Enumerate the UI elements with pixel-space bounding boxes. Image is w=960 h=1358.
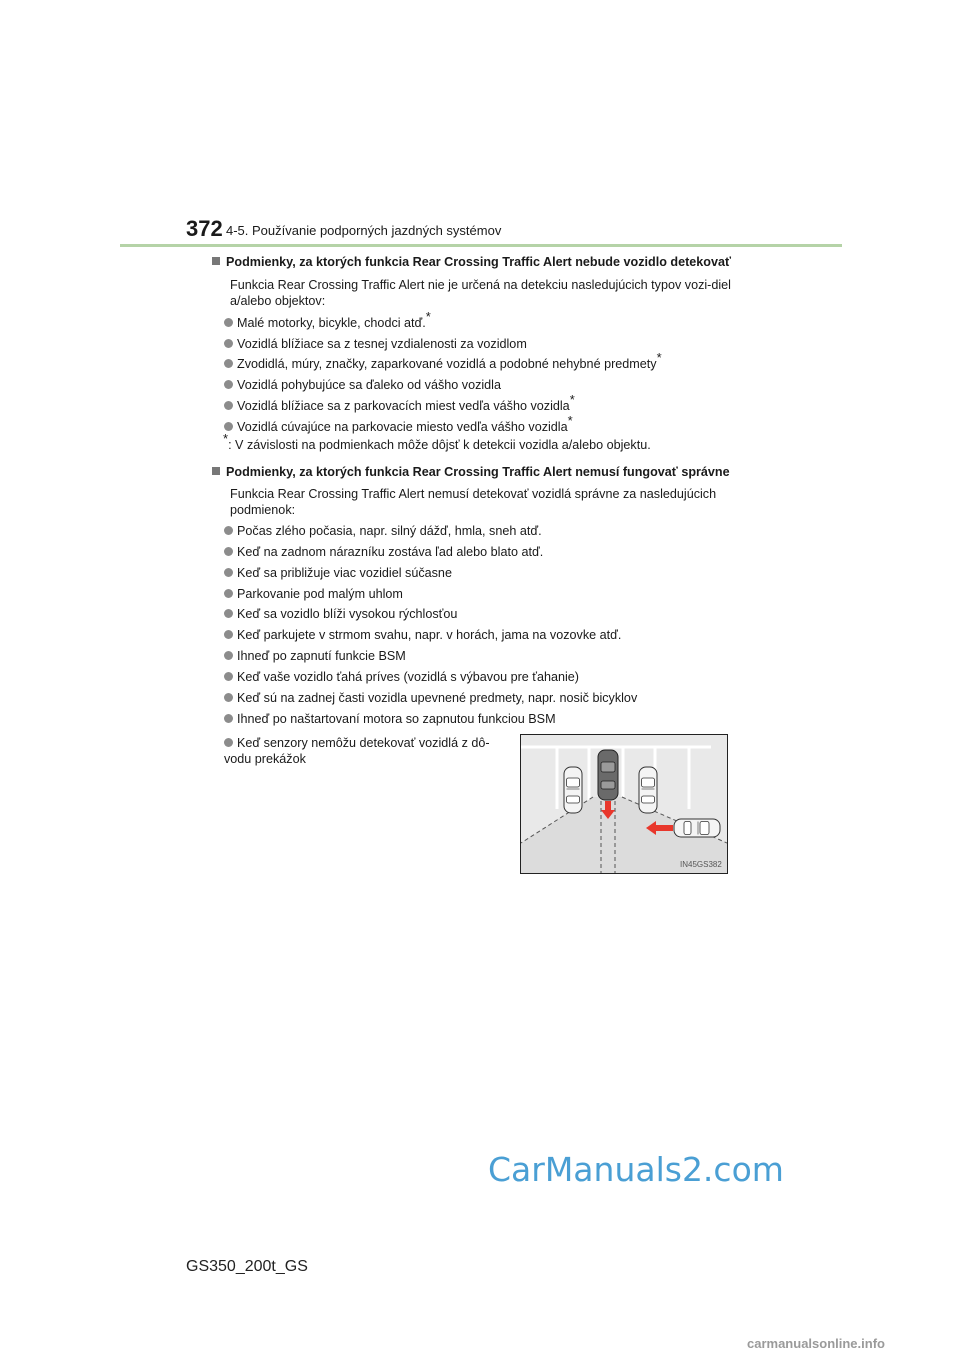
bullet-icon xyxy=(224,526,233,535)
approaching-car-icon xyxy=(674,819,720,837)
list-item: Ihneď po naštartovaní motora so zapnutou funkciou BSM xyxy=(224,712,556,726)
list-item: Malé motorky, bicykle, chodci atď.* xyxy=(224,316,431,330)
list-item: Zvodidlá, múry, značky, zaparkované vozidlá a podobné nehybné predmety* xyxy=(224,357,662,371)
list-item: Počas zlého počasia, napr. silný dážď, hmla, sneh atď. xyxy=(224,524,542,538)
bullet-icon xyxy=(224,380,233,389)
section-title: 4-5. Používanie podporných jazdných systémov xyxy=(226,223,502,238)
bullet-icon xyxy=(224,672,233,681)
bullet-icon xyxy=(224,589,233,598)
bullet-icon xyxy=(224,422,233,431)
footer-site-link[interactable]: carmanualsonline.info xyxy=(747,1336,885,1351)
list-item: Keď sa približuje viac vozidiel súčasne xyxy=(224,566,452,580)
section2-intro: Funkcia Rear Crossing Traffic Alert nemusí detekovať vozidlá správne za nasledujúcich podmienok: xyxy=(230,487,717,517)
list-item: Vozidlá pohybujúce sa ďaleko od vášho vozidla xyxy=(224,378,501,392)
bullet-icon xyxy=(224,568,233,577)
header-divider xyxy=(120,244,842,247)
footnote: *: V závislosti na podmienkach môže dôjsť k detekcii vozidla a/alebo objektu. xyxy=(223,431,651,452)
bullet-icon xyxy=(224,318,233,327)
section2-heading: Podmienky, za ktorých funkcia Rear Crossing Traffic Alert nemusí fungovať správne xyxy=(212,465,730,479)
bullet-icon xyxy=(224,714,233,723)
watermark-logo: CarManuals2.com xyxy=(488,1150,784,1189)
list-item: Vozidlá blížiace sa z tesnej vzdialenosti za vozidlom xyxy=(224,337,527,351)
footer-model: GS350_200t_GS xyxy=(186,1258,308,1275)
list-item: Keď parkujete v strmom svahu, napr. v horách, jama na vozovke atď. xyxy=(224,628,621,642)
bullet-icon xyxy=(224,401,233,410)
list-item: Parkovanie pod malým uhlom xyxy=(224,587,403,601)
own-car-icon xyxy=(598,750,618,800)
list-item: Vozidlá blížiace sa z parkovacích miest vedľa vášho vozidla* xyxy=(224,399,575,413)
parking-diagram xyxy=(521,735,727,873)
square-bullet-icon xyxy=(212,257,220,265)
bullet-icon xyxy=(224,630,233,639)
list-item: Keď vaše vozidlo ťahá príves (vozidlá s výbavou pre ťahanie) xyxy=(224,670,579,684)
figure-code: IN45GS382 xyxy=(680,860,722,869)
list-item: Keď senzory nemôžu detekovať vozidlá z dô-vodu prekážok xyxy=(224,736,490,766)
square-bullet-icon xyxy=(212,467,220,475)
bullet-icon xyxy=(224,609,233,618)
parked-car-icon xyxy=(639,767,657,813)
bullet-icon xyxy=(224,651,233,660)
bullet-icon xyxy=(224,738,233,747)
parking-illustration xyxy=(520,734,728,874)
list-item: Keď sa vozidlo blíži vysokou rýchlosťou xyxy=(224,607,457,621)
section1-heading: Podmienky, za ktorých funkcia Rear Crossing Traffic Alert nebude vozidlo detekovať xyxy=(212,255,731,269)
list-item: Keď na zadnom nárazníku zostáva ľad alebo blato atď. xyxy=(224,545,543,559)
bullet-icon xyxy=(224,693,233,702)
bullet-icon xyxy=(224,359,233,368)
page-number: 372 xyxy=(186,216,223,241)
parked-car-icon xyxy=(564,767,582,813)
bullet-icon xyxy=(224,547,233,556)
bullet-icon xyxy=(224,339,233,348)
list-item: Keď sú na zadnej časti vozidla upevnené predmety, napr. nosič bicyklov xyxy=(224,691,637,705)
list-item: Ihneď po zapnutí funkcie BSM xyxy=(224,649,406,663)
section1-intro: Funkcia Rear Crossing Traffic Alert nie je určená na detekciu nasledujúcich typov vozi-diel a/alebo objektov: xyxy=(230,278,731,308)
list-item: Vozidlá cúvajúce na parkovacie miesto vedľa vášho vozidla* xyxy=(224,420,573,434)
